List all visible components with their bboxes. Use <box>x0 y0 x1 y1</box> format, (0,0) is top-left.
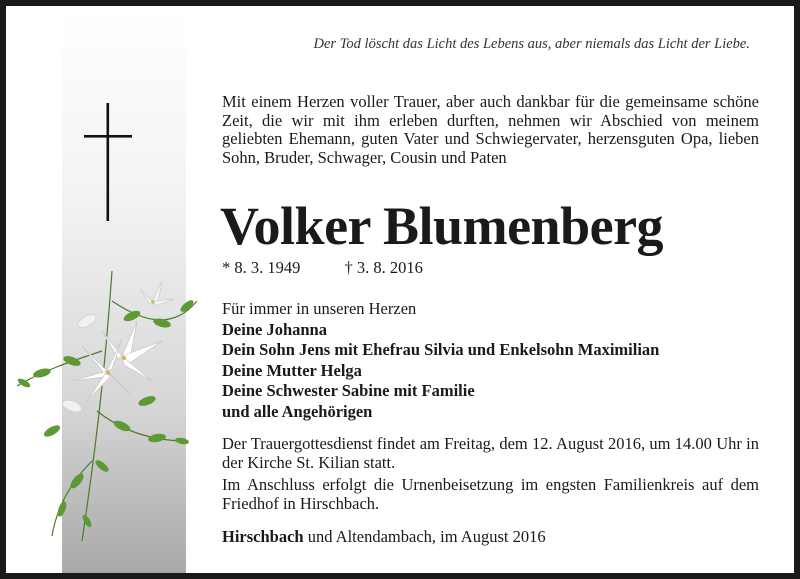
mourners-list <box>222 299 759 422</box>
life-dates <box>222 258 423 278</box>
birth-date: * 8. 3. 1949 <box>222 258 301 277</box>
service-info: Der Trauergottesdienst findet am Freitag, dem 12. August 2016, um 14.00 Uhr in der Kirche St. Kilian statt. <box>222 434 759 472</box>
intro-text: Mit einem Herzen voller Trauer, aber auch dankbar für die gemeinsame schöne Zeit, die wir mit ihm erleben durften, nehmen wir Abschied von meinem geliebten Ehemann, guten Vater und Schwiegervater, herzensguten Opa, lieben Sohn, Bruder, Schwager, Cousin und Paten <box>222 92 759 167</box>
mourner-name: Dein Sohn Jens mit Ehefrau Silvia und Enkelsohn Maximilian <box>222 340 660 359</box>
place-rest: und Altendambach, im August 2016 <box>303 527 546 546</box>
burial-info: Im Anschluss erfolgt die Urnenbeisetzung im engsten Familienkreis auf dem Friedhof in Hirschbach. <box>222 475 759 513</box>
place-and-date <box>222 527 759 548</box>
death-date: † 3. 8. 2016 <box>344 258 423 277</box>
deceased-name: Volker Blumenberg <box>220 196 664 256</box>
lily-flowers-image <box>12 261 202 551</box>
mourner-name: Deine Schwester Sabine mit Familie <box>222 381 475 400</box>
mourner-name: Deine Johanna <box>222 319 327 339</box>
mourner-name: und alle Angehörigen <box>222 401 373 421</box>
quote-text: Der Tod löscht das Licht des Lebens aus, aber niemals das Licht der Liebe. <box>313 36 750 52</box>
mourners-heading: Für immer in unseren Herzen <box>222 299 417 318</box>
place-bold: Hirschbach <box>222 527 304 546</box>
cross-icon <box>84 103 132 221</box>
mourner-name: Deine Mutter Helga <box>222 360 362 380</box>
